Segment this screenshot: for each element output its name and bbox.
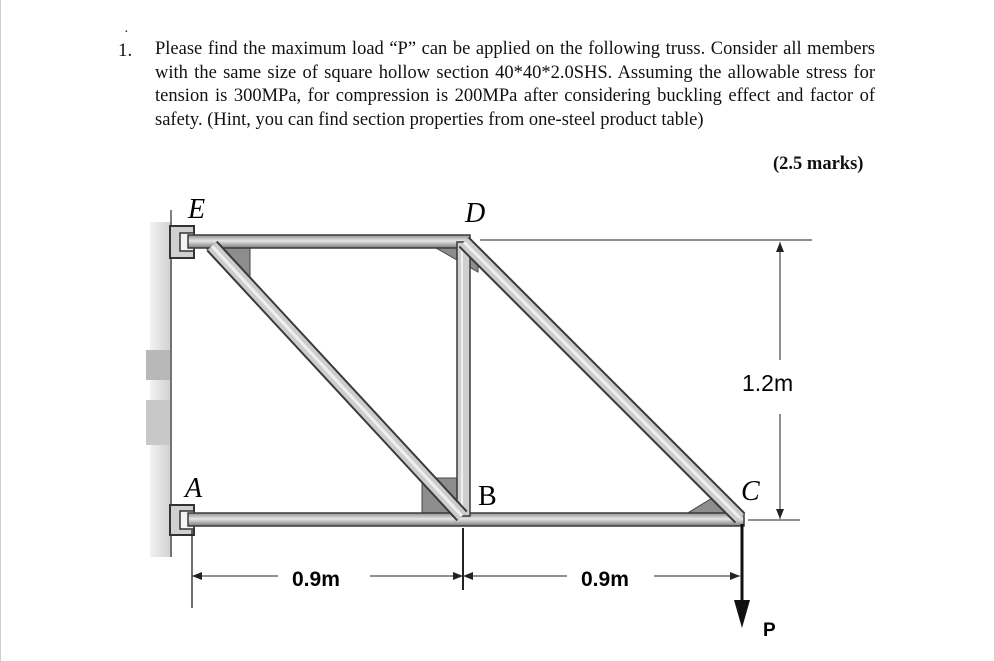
node-label-d: D — [465, 198, 486, 229]
member-ed — [188, 235, 470, 248]
height-label: 1.2m — [742, 370, 794, 396]
span-dimension — [192, 528, 740, 608]
bullet-marker: · — [124, 25, 129, 40]
node-label-a: A — [185, 473, 203, 504]
load-label: P — [763, 620, 776, 641]
question-number: 1. — [118, 40, 133, 61]
question-marks: (2.5 marks) — [773, 154, 864, 174]
node-label-c: C — [741, 476, 760, 507]
member-db — [457, 242, 470, 516]
member-dc — [464, 242, 740, 518]
span-left-label: 0.9m — [292, 568, 340, 591]
node-label-e: E — [188, 194, 206, 225]
question-text: Please find the maximum load “P” can be applied on the following truss. Consider all members with the same size of square hollow section 40*40*2.0SHS. Assuming the allowable stress for tension is 300MPa, for compression is 200MPa after considering buckling effect and factor of safety. (Hint, you can find section properties from one-steel product table) — [155, 39, 875, 130]
node-label-b: B — [478, 481, 497, 512]
span-right-label: 0.9m — [581, 568, 629, 591]
support-wall — [146, 210, 172, 557]
member-eb — [212, 246, 462, 516]
